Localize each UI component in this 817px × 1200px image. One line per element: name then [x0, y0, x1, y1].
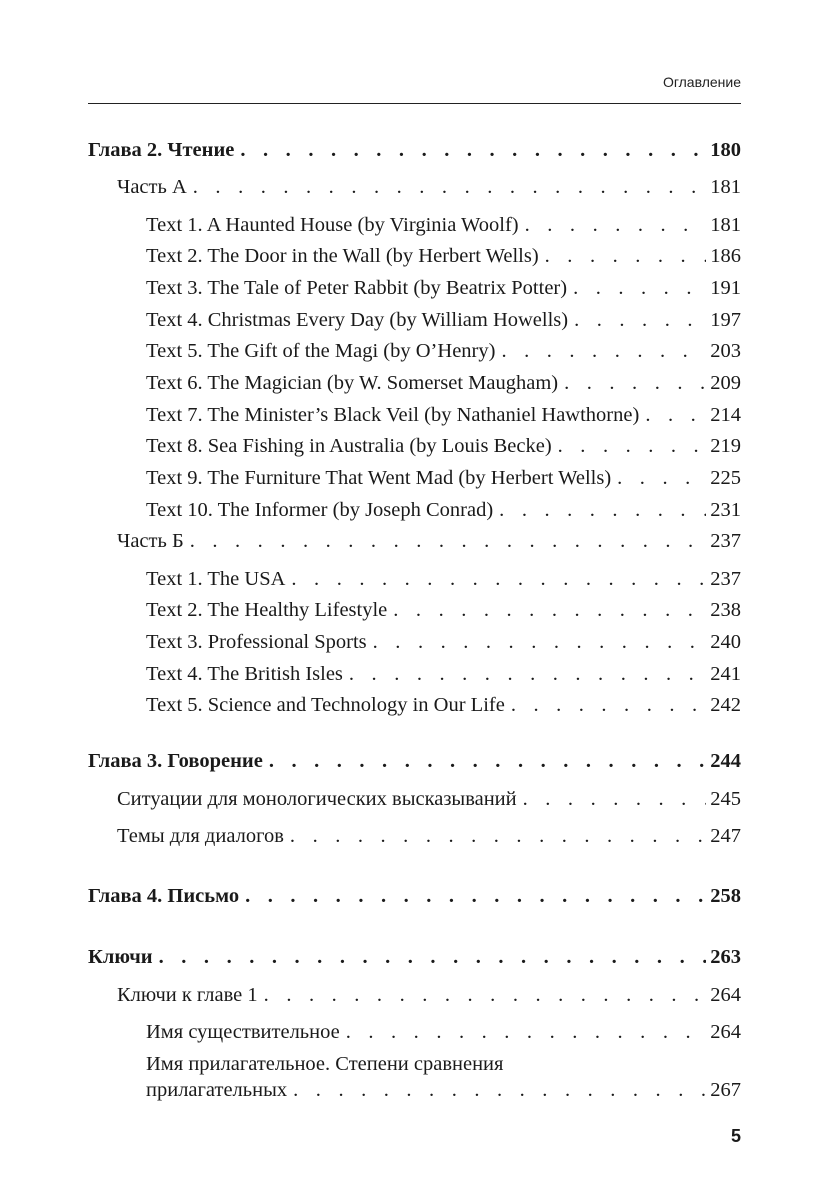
toc-entry-page: 214: [710, 404, 741, 426]
page-number: 5: [730, 1126, 741, 1146]
toc-entry-page: 258: [710, 885, 741, 907]
leader-dots: [153, 943, 707, 971]
leader-dots: [539, 242, 707, 270]
toc-entry-title: Ключи: [88, 946, 153, 968]
toc-entry-title: Темы для диалогов: [117, 825, 284, 847]
toc-entry-title: Text 3. The Tale of Peter Rabbit (by Beatrix Potter): [146, 277, 568, 299]
toc-entry-page: 237: [710, 530, 741, 552]
leader-dots: [552, 432, 707, 460]
toc-entry[interactable]: [146, 211, 741, 239]
toc-entry-title: Глава 2. Чтение: [88, 139, 235, 161]
leader-dots: [187, 173, 706, 201]
toc-entry[interactable]: [117, 785, 741, 813]
toc-entry-title: Text 4. Christmas Every Day (by William Howells): [146, 309, 569, 331]
leader-dots: [239, 882, 706, 910]
toc-entry-title: Ключи к главе 1: [117, 984, 258, 1006]
toc-entry-title: Ситуации для монологических высказываний: [117, 788, 517, 810]
toc-entry-page: 245: [710, 788, 741, 810]
leader-dots: [493, 496, 706, 524]
leader-dots: [184, 527, 707, 555]
toc-entry-title-line1[interactable]: Имя прилагательное. Степени сравнения: [146, 1053, 504, 1075]
toc-entry[interactable]: [146, 401, 741, 429]
toc-entry-page: 242: [710, 694, 741, 716]
running-title: Оглавление: [662, 74, 741, 90]
toc-entry[interactable]: [146, 628, 741, 656]
toc-entry-title: Часть Б: [117, 530, 184, 552]
toc-entry-title: Text 2. The Door in the Wall (by Herbert Wells): [146, 245, 539, 267]
toc-entry-page: 181: [710, 214, 741, 236]
leader-dots: [367, 628, 707, 656]
leader-dots: [287, 1076, 706, 1104]
toc-entry-title: Имя существительное: [146, 1021, 340, 1043]
toc-entry[interactable]: [146, 306, 741, 334]
toc-entry-page: 247: [710, 825, 741, 847]
toc-entry-title: Text 5. The Gift of the Magi (by O’Henry): [146, 340, 496, 362]
toc-entry-title: Text 8. Sea Fishing in Australia (by Louis Becke): [146, 435, 552, 457]
toc-entry-page: 231: [710, 499, 741, 521]
toc-entry[interactable]: [146, 565, 741, 593]
toc-entry-title-continuation: прилагательных: [146, 1079, 288, 1101]
leader-dots: [284, 822, 706, 850]
leader-dots: [340, 1018, 707, 1046]
toc-entry-page: 244: [710, 750, 741, 772]
toc-entry-title: Часть А: [117, 176, 187, 198]
toc-entry-page: 264: [710, 984, 741, 1006]
toc-entry-page: 180: [710, 139, 741, 161]
toc-entry[interactable]: [146, 496, 741, 524]
toc-entry-title: Глава 4. Письмо: [88, 885, 240, 907]
leader-dots: [495, 337, 706, 365]
leader-dots: [611, 464, 706, 492]
toc-entry[interactable]: [146, 660, 741, 688]
toc-entry[interactable]: [88, 747, 741, 775]
toc-entry-page: 181: [710, 176, 741, 198]
toc-entry[interactable]: [88, 136, 741, 164]
toc-entry-page: 191: [710, 277, 741, 299]
toc-entry[interactable]: [146, 242, 741, 270]
toc-entry-title: Text 4. The British Isles: [146, 663, 343, 685]
toc-entry-page: 263: [710, 946, 741, 968]
toc-entry[interactable]: [146, 464, 741, 492]
toc-entry[interactable]: [117, 981, 741, 1009]
toc-entry-title: Text 1. The USA: [146, 568, 286, 590]
toc-entry-title: Text 2. The Healthy Lifestyle: [146, 599, 388, 621]
leader-dots: [387, 596, 706, 624]
toc-entry[interactable]: [117, 822, 741, 850]
toc-entry-page: 264: [710, 1021, 741, 1043]
toc-entry[interactable]: [146, 596, 741, 624]
toc-entry[interactable]: [88, 882, 741, 910]
toc-entry[interactable]: [117, 527, 741, 555]
toc-entry-page: 241: [710, 663, 741, 685]
toc-entry-title: Глава 3. Говорение: [88, 750, 263, 772]
toc-entry[interactable]: [146, 337, 741, 365]
toc-entry-title: Text 3. Professional Sports: [146, 631, 367, 653]
toc-entry-page: 186: [710, 245, 741, 267]
toc-entry-page: 219: [710, 435, 741, 457]
leader-dots: [258, 981, 707, 1009]
toc-entry-page: 225: [710, 467, 741, 489]
toc-entry[interactable]: [117, 173, 741, 201]
leader-dots: [568, 306, 706, 334]
toc-entry[interactable]: [146, 691, 741, 719]
toc-entry-page: 238: [710, 599, 741, 621]
toc-entry-title: Text 1. A Haunted House (by Virginia Woolf): [146, 214, 519, 236]
toc-entry[interactable]: [146, 1076, 741, 1104]
toc-entry-title: Text 10. The Informer (by Joseph Conrad): [146, 499, 494, 521]
leader-dots: [519, 211, 707, 239]
toc-entry-title: Text 6. The Magician (by W. Somerset Maugham): [146, 372, 559, 394]
toc-entry-page: 240: [710, 631, 741, 653]
toc-entry[interactable]: [146, 432, 741, 460]
leader-dots: [285, 565, 706, 593]
leader-dots: [505, 691, 706, 719]
toc-entry-page: 267: [710, 1079, 741, 1101]
toc-entry[interactable]: [146, 369, 741, 397]
toc-entry-title: Text 7. The Minister’s Black Veil (by Nathaniel Hawthorne): [146, 404, 640, 426]
toc-entry-page: 197: [710, 309, 741, 331]
toc-entry-page: 237: [710, 568, 741, 590]
leader-dots: [343, 660, 706, 688]
leader-dots: [263, 747, 706, 775]
leader-dots: [517, 785, 707, 813]
leader-dots: [567, 274, 706, 302]
toc-entry-title: Text 9. The Furniture That Went Mad (by Herbert Wells): [146, 467, 612, 489]
toc-entry-page: 203: [710, 340, 741, 362]
toc-entry[interactable]: [146, 1018, 741, 1046]
toc-entry[interactable]: [88, 943, 741, 971]
toc-entry[interactable]: [146, 274, 741, 302]
leader-dots: [234, 136, 706, 164]
toc-entry-page: 209: [710, 372, 741, 394]
toc-entry-title: Text 5. Science and Technology in Our Life: [146, 694, 505, 716]
leader-dots: [639, 401, 706, 429]
leader-dots: [558, 369, 706, 397]
